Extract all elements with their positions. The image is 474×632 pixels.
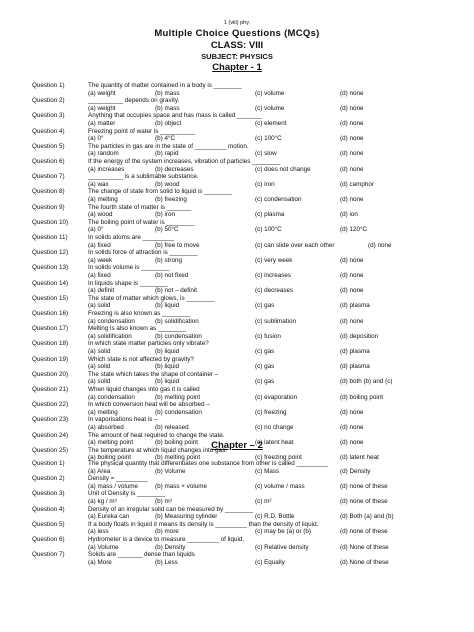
question-text: In which conversion heat will be absorbed – bbox=[88, 401, 210, 409]
question-number: Question 5) bbox=[32, 142, 65, 150]
answer-option: (c) Relative density bbox=[255, 543, 309, 551]
answer-option: (d) none bbox=[340, 150, 364, 158]
question-text: Freezing is also known as ________ bbox=[88, 310, 191, 317]
answer-option: (a) solid bbox=[88, 378, 111, 386]
answer-option: (a) Area bbox=[88, 467, 111, 475]
answer-option: (a) less bbox=[88, 528, 109, 536]
answer-option: (c) latent heat bbox=[255, 439, 294, 447]
question-number: Question 18) bbox=[32, 340, 69, 348]
class-heading: CLASS: VIII bbox=[210, 40, 264, 51]
answer-option: (a) solid bbox=[88, 348, 111, 355]
answer-option: (d) none bbox=[340, 135, 364, 143]
answer-option: (a) Volume bbox=[88, 543, 119, 551]
answer-option: (b) melting point bbox=[155, 454, 201, 462]
answer-option: (d) none bbox=[340, 317, 364, 325]
question-text: Hydrometer is a device to measure _________ of liquid. bbox=[88, 536, 245, 543]
chapter-heading-text: Chapter – 2 bbox=[211, 440, 263, 451]
answer-option: (c) may be (a) or (b) bbox=[255, 528, 311, 536]
answer-option: (c) volume / mass bbox=[255, 482, 305, 490]
answer-option: (b) released bbox=[155, 424, 189, 431]
answer-option: (b) Less bbox=[155, 558, 178, 566]
question-text: In solids volume is ________ bbox=[88, 264, 170, 272]
answer-option: (c) can slide over each other bbox=[255, 241, 335, 249]
question-number: Question 3) bbox=[32, 490, 65, 498]
answer-option: (b) solidification bbox=[155, 317, 199, 325]
question-number: Question 7) bbox=[32, 173, 65, 181]
answer-option: (b) more bbox=[155, 528, 179, 536]
document-title: Multiple Choice Questions (MCQs) bbox=[154, 28, 320, 39]
answer-option: (b) m³ bbox=[155, 498, 172, 505]
answer-option: (d) None of these bbox=[340, 543, 389, 551]
answer-option: (d) none of these bbox=[340, 528, 388, 536]
answer-option: (d) none bbox=[368, 241, 392, 249]
answer-option: (a) 0° bbox=[88, 226, 104, 234]
answer-option: (a) condensation bbox=[88, 317, 135, 325]
question-number: Question 1) bbox=[32, 82, 65, 89]
answer-option: (c) element bbox=[255, 120, 287, 127]
question-number: Question 12) bbox=[32, 249, 69, 257]
answer-option: (a) absorbed bbox=[88, 424, 124, 431]
question-text: The state which takes the shape of container – bbox=[88, 370, 219, 378]
question-text: The quantity of matter contained in a body is ________ bbox=[88, 82, 242, 89]
answer-option: (b) condensation bbox=[155, 332, 202, 340]
answer-option: (c) m² bbox=[255, 498, 272, 505]
answer-option: (d) none bbox=[340, 256, 364, 264]
question-number: Question 23) bbox=[32, 416, 69, 424]
answer-option: (c) volume bbox=[255, 89, 285, 97]
answer-option: (a) melting point bbox=[88, 439, 134, 447]
answer-option: (a) condensation bbox=[88, 393, 135, 401]
answer-option: (b) rapid bbox=[155, 150, 179, 158]
question-text: The temperature at which liquid changes into gas. bbox=[88, 446, 227, 454]
answer-option: (d) Both (a) and (b) bbox=[340, 513, 394, 521]
question-number: Question 13) bbox=[32, 264, 69, 272]
answer-option: (d) none bbox=[340, 89, 364, 97]
answer-option: (d) plasma bbox=[340, 302, 370, 310]
answer-option: (d) Density bbox=[340, 467, 371, 475]
answer-option: (b) Density bbox=[155, 543, 186, 551]
question-text: In which state matter particles only vibrate? bbox=[88, 340, 209, 348]
answer-option: (d) none bbox=[340, 408, 364, 416]
answer-option: (a) solidification bbox=[88, 332, 132, 340]
question-text: In solids force of attraction is ________ bbox=[88, 249, 198, 257]
question-text: The particles in gas are in the state of _________ motion. bbox=[88, 142, 249, 150]
answer-option: (a) 0° bbox=[88, 135, 104, 143]
answer-option: (d) plasma bbox=[340, 348, 370, 355]
answer-option: (b) boiling point bbox=[155, 439, 199, 447]
answer-option: (d) none of these bbox=[340, 498, 388, 505]
answer-option: (c) freezing point bbox=[255, 454, 302, 462]
answer-option: (c) gas bbox=[255, 348, 275, 355]
answer-option: (a) solid bbox=[88, 302, 111, 310]
question-text: Unit of Density is ________ bbox=[88, 490, 166, 498]
question-number: Question 11) bbox=[32, 234, 68, 241]
question-text: The state of matter which glows, is ________ bbox=[88, 294, 215, 302]
answer-option: (b) 4°C bbox=[155, 135, 176, 143]
answer-option: (b) Volume bbox=[155, 467, 186, 475]
question-text: The boiling point of water is ________ bbox=[88, 218, 195, 226]
question-number: Question 9) bbox=[32, 203, 65, 211]
answer-option: (b) condensation bbox=[155, 408, 202, 416]
answer-option: (a) kg / m³ bbox=[88, 498, 117, 505]
answer-option: (d) none bbox=[340, 287, 364, 295]
answer-option: (b) object bbox=[155, 120, 182, 127]
question-text: The amount of heat required to change the state. bbox=[88, 431, 225, 439]
answer-option: (b) freezing bbox=[155, 196, 187, 203]
answer-option: (c) iron bbox=[255, 180, 275, 188]
question-number: Question 24) bbox=[32, 431, 69, 439]
answer-option: (b) 50°C bbox=[155, 226, 179, 234]
answer-option: (d) none bbox=[340, 424, 364, 431]
answer-option: (d) camphor bbox=[340, 180, 374, 188]
question-number: Question 4) bbox=[32, 505, 65, 513]
question-text: Anything that occupies space and has mass is called _______ bbox=[88, 112, 262, 120]
question-text: In liquids shape is ________ bbox=[88, 279, 168, 287]
answer-option: (b) strong bbox=[155, 256, 182, 264]
answer-option: (a) mass / volume bbox=[88, 482, 139, 490]
answer-option: (d) none bbox=[340, 165, 364, 173]
answer-option: (b) mass × volume bbox=[155, 482, 207, 490]
answer-option: (c) gas bbox=[255, 302, 275, 310]
question-number: Question 22) bbox=[32, 401, 69, 409]
answer-option: (b) decreases bbox=[155, 165, 194, 173]
question-text: __________ depends on gravity. bbox=[88, 97, 180, 105]
question-number: Question 21) bbox=[32, 386, 69, 393]
answer-option: (d) none bbox=[340, 439, 364, 447]
question-text: Density = _________ bbox=[88, 475, 148, 483]
question-number: Question 14) bbox=[32, 279, 69, 287]
answer-option: (c) very week bbox=[255, 256, 293, 264]
answer-option: (c) R.D. Bottle bbox=[255, 513, 295, 521]
question-number: Question 10) bbox=[32, 218, 69, 226]
answer-option: (d) both (b) and (c) bbox=[340, 378, 393, 386]
question-text: Freezing point of water is __________ bbox=[88, 127, 196, 135]
answer-option: (c) sublimation bbox=[255, 317, 296, 325]
question-text: Which state is not affected by gravity? bbox=[88, 355, 194, 363]
question-number: Question 3) bbox=[32, 112, 65, 120]
question-number: Question 16) bbox=[32, 310, 69, 317]
answer-option: (d) ion bbox=[340, 211, 358, 219]
question-number: Question 25) bbox=[32, 446, 69, 454]
question-number: Question 15) bbox=[32, 294, 69, 302]
answer-option: (a) fixed bbox=[88, 241, 111, 249]
answer-option: (d) deposition bbox=[340, 332, 379, 340]
answer-option: (d) none bbox=[340, 120, 364, 127]
question-number: Question 6) bbox=[32, 536, 65, 543]
question-number: Question 20) bbox=[32, 370, 69, 378]
question-text: The physical quantity that differentiates one substance from other is called _________ bbox=[88, 460, 329, 467]
answer-option: (b) liquid bbox=[155, 302, 180, 310]
question-number: Question 8) bbox=[32, 188, 65, 196]
answer-option: (b) liquid bbox=[155, 348, 180, 355]
answer-option: (d) 120°C bbox=[340, 226, 368, 234]
answer-option: (a) weight bbox=[88, 104, 116, 112]
answer-option: (d) plasma bbox=[340, 363, 370, 371]
question-number: Question 17) bbox=[32, 325, 69, 333]
question-text: The fourth state of matter is _______ bbox=[88, 203, 192, 211]
answer-option: (a) wax bbox=[88, 180, 109, 188]
answer-option: (c) evaporation bbox=[255, 393, 297, 401]
answer-option: (b) not fixed bbox=[155, 272, 189, 279]
answer-option: (b) liquid bbox=[155, 363, 180, 371]
answer-option: (b) not – definit bbox=[155, 287, 198, 295]
question-text: If a body floats in liquid it means its density is _________ than the density of liquid. bbox=[88, 520, 319, 528]
chapter-heading bbox=[0, 62, 474, 73]
answer-option: (c) 100°C bbox=[255, 135, 282, 143]
answer-option: (c) decreases bbox=[255, 287, 294, 295]
chapter-heading bbox=[0, 440, 474, 451]
answer-option: (a) More bbox=[88, 558, 112, 566]
answer-option: (c) no change bbox=[255, 424, 294, 431]
answer-option: (a) fixed bbox=[88, 272, 111, 279]
answer-option: (c) 100°C bbox=[255, 226, 282, 234]
answer-option: (b) mass bbox=[155, 89, 180, 97]
answer-option: (b) wood bbox=[155, 180, 180, 188]
answer-option: (d) none bbox=[340, 104, 364, 112]
answer-option: (d) none bbox=[340, 272, 364, 279]
answer-option: (a) random bbox=[88, 150, 119, 158]
answer-option: (d) none of these bbox=[340, 482, 388, 490]
answer-option: (d) latent heat bbox=[340, 454, 379, 462]
answer-option: (a) matter bbox=[88, 120, 116, 127]
answer-option: (c) freezing bbox=[255, 408, 287, 416]
question-text: The change of state from solid to liquid is ________ bbox=[88, 188, 233, 196]
answer-option: (c) Equally bbox=[255, 558, 285, 566]
question-text: Solids are _______ dense than liquids bbox=[88, 551, 195, 559]
question-number: Question 2) bbox=[32, 97, 65, 105]
answer-option: (b) melting point bbox=[155, 393, 201, 401]
subject-heading: SUBJECT: PHYSICS bbox=[201, 52, 273, 61]
answer-option: (d) none bbox=[340, 196, 364, 203]
answer-option: (c) fusion bbox=[255, 332, 281, 340]
answer-option: (a) week bbox=[88, 256, 113, 264]
chapter-heading-text: Chapter - 1 bbox=[212, 62, 262, 73]
question-number: Question 4) bbox=[32, 127, 65, 135]
answer-option: (a) melting bbox=[88, 196, 118, 203]
answer-option: (a) boiling point bbox=[88, 454, 132, 462]
answer-option: (c) slow bbox=[255, 150, 277, 158]
question-number: Question 2) bbox=[32, 475, 65, 483]
question-text: When liquid changes into gas it is called bbox=[88, 386, 200, 393]
answer-option: (a) weight bbox=[88, 89, 116, 97]
question-number: Question 5) bbox=[32, 520, 65, 528]
answer-option: (c) does not change bbox=[255, 165, 311, 173]
answer-option: (a) increases bbox=[88, 165, 125, 173]
answer-option: (c) condensation bbox=[255, 196, 302, 203]
question-text: __________ is a sublimable substance. bbox=[88, 173, 199, 181]
answer-option: (a) melting bbox=[88, 408, 118, 416]
answer-option: (c) gas bbox=[255, 363, 275, 371]
question-number: Question 6) bbox=[32, 158, 65, 165]
answer-option: (a) solid bbox=[88, 363, 111, 371]
answer-option: (d) None of these bbox=[340, 558, 389, 566]
answer-option: (a) definit bbox=[88, 287, 115, 295]
answer-option: (b) iron bbox=[155, 211, 175, 219]
question-text: Melting is also known as ________ bbox=[88, 325, 187, 333]
question-text: If the energy of the system increases, vibration of particles ________ bbox=[88, 158, 281, 165]
answer-option: (a) Eureka can bbox=[88, 513, 130, 521]
question-text: In solids atoms are _________ bbox=[88, 234, 175, 241]
answer-option: (b) liquid bbox=[155, 378, 180, 386]
answer-option: (b) Measuring cylinder bbox=[155, 513, 218, 521]
answer-option: (c) gas bbox=[255, 378, 275, 386]
answer-option: (a) wood bbox=[88, 211, 113, 219]
answer-option: (b) mass bbox=[155, 104, 180, 112]
answer-option: (c) increases bbox=[255, 272, 292, 279]
question-text: In vaporisations heat is – bbox=[88, 416, 158, 424]
answer-option: (c) plasma bbox=[255, 211, 285, 219]
question-number: Question 19) bbox=[32, 355, 69, 363]
answer-option: (c) volume bbox=[255, 104, 285, 112]
question-text: Density of an irregular solid can be measured by ________ bbox=[88, 505, 253, 513]
answer-option: (c) Mass bbox=[255, 467, 280, 475]
page-reference: 1 (viii) phy. bbox=[223, 20, 251, 26]
question-number: Question 1) bbox=[32, 460, 65, 467]
answer-option: (b) free to move bbox=[155, 241, 200, 249]
question-number: Question 7) bbox=[32, 551, 65, 559]
answer-option: (d) boiling point bbox=[340, 393, 384, 401]
